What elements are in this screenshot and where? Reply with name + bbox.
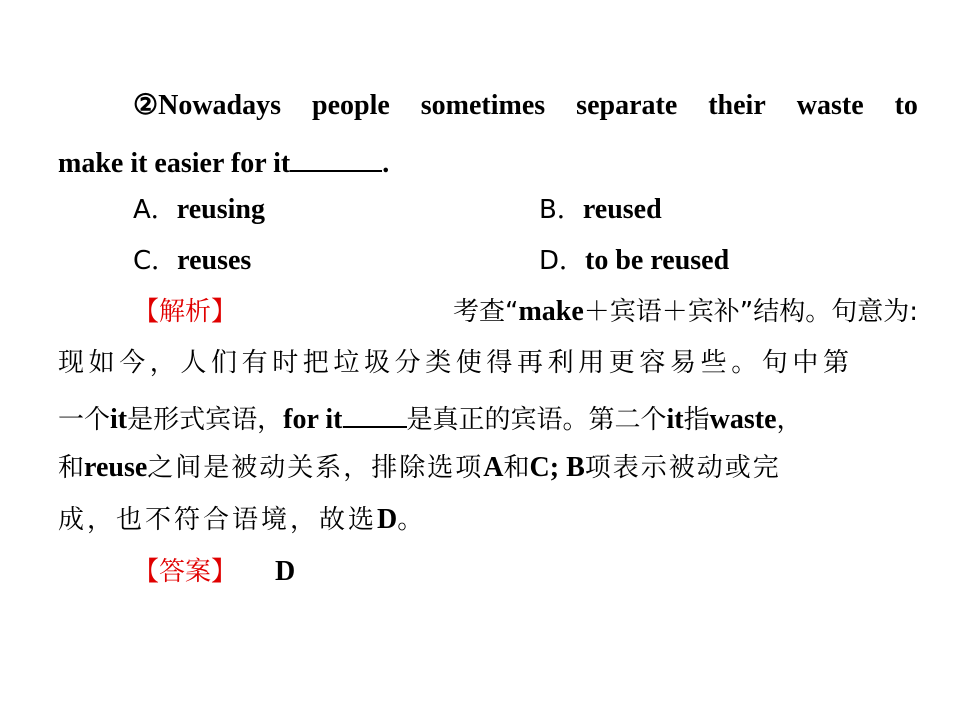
analysis-line-2-text: 现如今，人们有时把垃圾分类使得再利用更容易些。句中第 xyxy=(58,348,854,378)
analysis-line-1-body: 考查“make＋宾语＋宾补”结构。句意为: xyxy=(452,296,918,327)
option-d-label: D． xyxy=(539,246,586,276)
analysis-line-3 xyxy=(58,402,918,434)
analysis-line-5: 成，也不符合语境，故选D。 xyxy=(58,504,424,535)
question-word-5: their xyxy=(708,90,766,121)
question-line-2-end: . xyxy=(382,148,390,179)
option-c xyxy=(133,247,251,275)
question-word-7: to xyxy=(894,90,918,121)
question-line-2-text: make it easier for it xyxy=(58,148,291,179)
option-c-label: C． xyxy=(133,246,178,276)
answer-label: 【答案】 xyxy=(133,557,238,587)
analysis-line-3-body: 一个it是形式宾语，for it 是真正的宾语。第二个it指waste， xyxy=(58,404,803,435)
question-word-3: sometimes xyxy=(420,90,546,121)
analysis-line-1 xyxy=(133,298,918,326)
option-d xyxy=(539,247,729,275)
answer-line xyxy=(133,558,918,586)
analysis-line-2 xyxy=(58,350,918,376)
option-a-text: reusing xyxy=(176,194,265,225)
option-b-label: B． xyxy=(539,195,583,225)
options-row-2 xyxy=(133,247,918,279)
option-b-text: reused xyxy=(582,194,662,225)
question-word-2: people xyxy=(312,90,390,121)
answer-value: D xyxy=(275,556,296,587)
option-a-label: A． xyxy=(133,195,177,225)
options-row-1 xyxy=(133,196,918,228)
question-line-2 xyxy=(58,146,918,178)
answer-blank xyxy=(290,146,382,172)
option-b xyxy=(539,196,662,224)
question-line-1 xyxy=(133,92,918,120)
analysis-line-4 xyxy=(58,454,918,482)
analysis-label: 【解析】 xyxy=(133,297,238,327)
option-a xyxy=(133,196,265,224)
option-c-text: reuses xyxy=(177,245,252,276)
question-number: ② xyxy=(133,90,159,121)
question-word-1: ②Nowadays xyxy=(133,90,282,121)
analysis-line-4-body: 和reuse之间是被动关系，排除选项A和C; B项表示被动或完 xyxy=(58,452,781,483)
analysis-blank xyxy=(343,402,407,428)
question-word-4: separate xyxy=(576,90,678,121)
question-word-6: waste xyxy=(796,90,864,121)
option-d-text: to be reused xyxy=(585,245,730,276)
